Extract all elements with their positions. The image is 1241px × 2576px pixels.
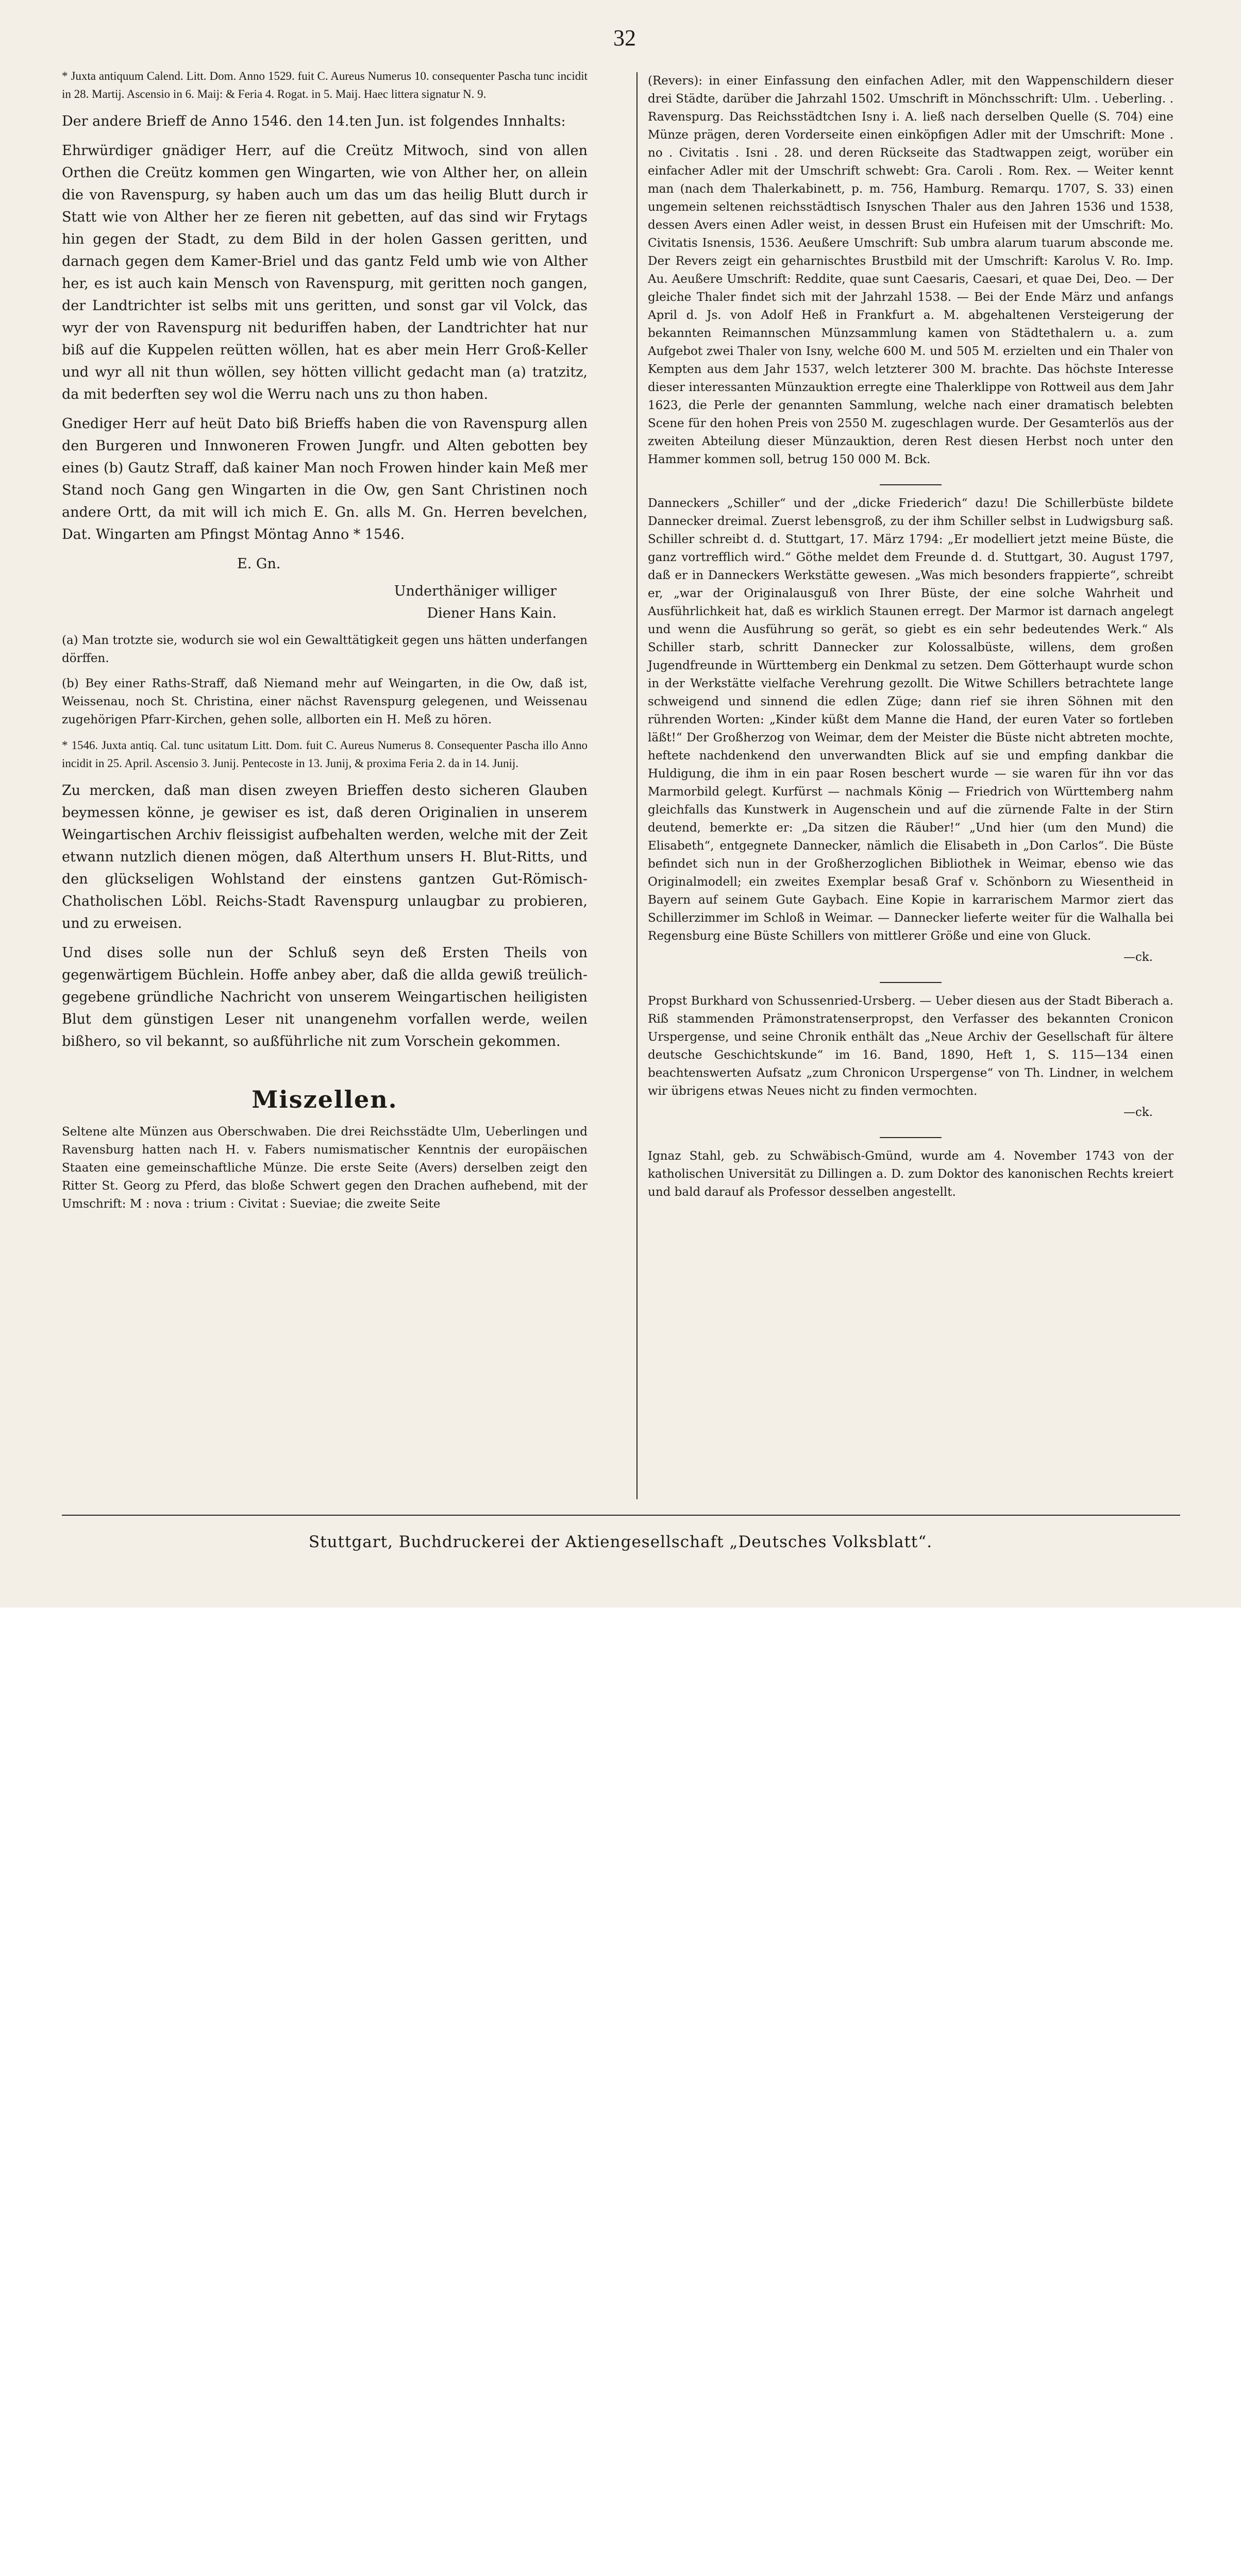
footnote-a: (a) Man trotzte sie, wodurch sie wol ein Gewalttätigkeit gegen uns hätten underfangen dörffen. [62, 634, 588, 665]
footnote-latin-2: * 1546. Juxta antiq. Cal. tunc usitatum Litt. Dom. fuit C. Aureus Numerus 8. Consequenter Pascha illo Anno incidit in 25. April. Ascensio 3. Junij. Pentecoste in 13. Junij, & proxima Feria 2. da in 14. Junij. [62, 739, 588, 770]
footer-rule [62, 1515, 1180, 1516]
footnote-b: (b) Bey einer Raths-Straff, daß Niemand mehr auf Weingarten, in die Ow, daß ist, Weissenau, noch St. Christina, einer nächst Ravenspurg gelegenen, und Weissenau zugehörigen Pfarr-Kirchen, gehen solle, allborten ein H. Meß zu hören. [62, 677, 588, 726]
paragraph: Der andere Brieff de Anno 1546. den 14.ten Jun. ist folgendes Innhalts: [62, 113, 566, 129]
paragraph: Zu mercken, daß man disen zweyen Brieffen desto sicheren Glauben beymessen könne, je gewiser es ist, daß deren Originalien in unserem Weingartischen Archiv fleissigist aufbehalten werden, welche mit der Zeit etwann nutzlich dienen mögen, daß Alterthum unsers H. Blut-Ritts, und den glückseligen Wohlstand der einstens gantzen Gut-Römisch-Chatholischen Löbl. Reichs-Stadt Ravenspurg unlaugbar zu probieren, und zu erweisen. [62, 783, 588, 931]
page-number: 32 [613, 25, 636, 50]
article-separator [880, 1137, 942, 1138]
signature-line: Diener Hans Kain. [427, 605, 557, 621]
signature-line: Underthäniger williger [394, 583, 557, 599]
article-coins: Seltene alte Münzen aus Oberschwaben. Die drei Reichsstädte Ulm, Ueberlingen und Ravensburg hatten nach H. v. Fabers numismatischer Kenntnis der europäischen Staaten eine gemeinschaftliche Münze. Die erste Seite (Avers) derselben zeigt den Ritter St. Georg zu Pferd, das bloße Schwert gegen den Drachen aufhebend, mit der Umschrift: M : nova : trium : Civitat : Sueviae; die zweite Seite [62, 1125, 588, 1211]
library-footer [0, 1607, 1241, 1705]
article-stahl: Ignaz Stahl, geb. zu Schwäbisch-Gmünd, wurde am 4. November 1743 von der katholischen Universität zu Dillingen a. D. zum Doktor des kanonischen Rechts kreiert und bald darauf als Professor desselben angestellt. [648, 1149, 1173, 1199]
footnote-latin-1: * Juxta antiquum Calend. Litt. Dom. Anno 1529. fuit C. Aureus Numerus 10. consequenter Pascha tunc incidit in 28. Martij. Ascensio in 6. Maij: & Feria 4. Rogat. in 5. Maij. Haec littera signatur N. 9. [62, 70, 588, 100]
author-signature: —ck. [1123, 1106, 1153, 1119]
right-column [648, 72, 1173, 1209]
article-dannecker: Danneckers „Schiller“ und der „dicke Friederich“ dazu! Die Schillerbüste bildete Dannecker dreimal. Zuerst lebensgroß, zu der ihm Schiller selbst in Ludwigsburg saß. Schiller schreibt d. d. Stuttgart, 17. März 1794: „Er modelliert jetzt meine Büste, die ganz vortrefflich wird.“ Göthe meldet dem Freunde d. d. Stuttgart, 30. August 1797, daß er in Danneckers Werkstätte gewesen. „Was mich besonders frappierte“, schreibt er, „war der Originalausguß von Ihrer Büste, der eine solche Wahrheit und Ausführlichkeit hat, daß es wirklich Staunen erregt. Der Marmor ist darnach angelegt und wenn die Ausführung so gerät, so giebt es ein sehr bedeutendes Werk.“ Als Schiller starb, schritt Dannecker zur Kolossalbüste, willens, dem großen Jugendfreunde in Württemberg ein Denkmal zu setzen. Dem Götterhaupt wurde schon in der Werkstätte vielfache Verehrung gezollt. Die Witwe Schillers betrachtete lange schweigend und sinnend die edlen Züge; dann rief sie ihren Söhnen mit den rührenden Worten: „Kinder küßt dem Manne die Hand, der euren Vater so fortleben läßt!“ Der Großherzog von Weimar, dem der Meister die Büste nicht abtreten mochte, heftete nachdenkend den unverwandten Blick auf sie und empfing dankbar die Huldigung, die ihm in ein paar Rosen beschert wurde — sie waren für ihn vor das Marmorbild gelegt. Kurfürst — nachmals König — Friedrich von Württemberg nahm gleichfalls das Kunstwerk in Augenschein und auf die zürnende Falte in der Stirn deutend, bemerkte er: „Da sitzen die Räuber!“ „Und hier (um den Mund) die Elisabeth“, entgegnete Dannecker, nämlich die Elisabeth in „Don Carlos“. Die Büste befindet sich nun in der Großherzoglichen Bibliothek in Weimar, ebenso wie das Originalmodell; ein zweites Exemplar besaß Graf v. Schönborn zu Wiesentheid in Bayern auf seinem Gute Gaybach. Eine Kopie in karrarischem Marmor ziert das Schillerzimmer im Schloß in Weimar. — Dannecker lieferte weiter für die Walhalla bei Regensburg eine Büste Schillers von mittlerer Größe und eine von Gluck. [648, 497, 1173, 943]
column-divider [636, 72, 638, 1499]
paragraph: Und dises solle nun der Schluß seyn deß Ersten Theils von gegenwärtigem Büchlein. Hoffe anbey aber, daß die allda gewiß treülich-gegebene gründliche Nachricht von unserem Weingartischen heiligisten Blut dem günstigen Leser nit unangenehm vorfallen werde, weilen bißhero, so vil bekannt, so außführliche nit zum Vorschein gekommen. [62, 945, 588, 1049]
left-column [62, 67, 588, 1221]
letter-body: Ehrwürdiger gnädiger Herr, auf die Creütz Mitwoch, sind von allen Orthen die Creütz kommen gen Wingarten, wie von Alther her, on allein die von Ravenspurg, sy haben auch um das um das heilig Blutt durch ir Statt wie von Alther her ze fieren nit gebetten, auf das sind wir Frytags hin gegen der Stadt, zu dem Bild in der holen Gassen geritten, und darnach gegen dem Kamer-Briel und das gantz Feld umb wie von Alther her, es ist auch kain Mensch von Ravenspurg, mit geritten noch gangen, der Landtrichter ist selbs mit uns geritten, und sonst gar vil Volck, das wyr der von Ravenspurg nit beduriffen haben, der Landtrichter hat nur biß auf die Kuppelen reütten wöllen, hat es aber mein Herr Groß-Keller und wyr all nit thun wöllen, sey hötten villicht gedacht man (a) tratzitz, da mit bederften sey wol die Werru nach uns zu thon haben. [62, 143, 588, 402]
letter-body: Gnediger Herr auf heüt Dato biß Brieffs haben die von Ravenspurg allen den Burgeren und Innwoneren Frowen Jungfr. und Alten gebotten bey eines (b) Gautz Straff, daß kainer Man noch Frowen hinder kain Meß mer Stand noch Gang gen Wingarten in die Ow, gen Sant Christinen noch andere Ortt, da mit will ich mich E. Gn. alls M. Gn. Herren bevelchen, Dat. Wingarten am Pfingst Möntag Anno * 1546. [62, 416, 588, 543]
article-coins-continued: (Revers): in einer Einfassung den einfachen Adler, mit den Wappenschildern dieser drei Städte, darüber die Jahrzahl 1502. Umschrift in Mönchsschrift: Ulm. . Ueberling. . Ravenspurg. Das Reichsstädtchen Isny i. A. ließ nach derselben Quelle (S. 704) eine Münze prägen, deren Vorderseite einen einköpfigen Adler mit der Umschrift: Mone . no . Civitatis . Isni . 28. und deren Rückseite das Stadtwappen zeigt, worüber ein einfacher Adler mit der Umschrift schwebt: Gra. Caroli . Rom. Rex. — Weiter kennt man (nach dem Thalerkabinett, p. m. 756, Hamburg. Remarqu. 1707, S. 33) einen ungemein seltenen reichsstädtisch Isnyschen Thaler aus den Jahren 1536 und 1538, dessen Avers einen Adler weist, in dessen Brust ein Hufeisen mit der Umschrift: Mo. Civitatis Isnensis, 1536. Aeußere Umschrift: Sub umbra alarum tuarum absconde me. Der Revers zeigt ein geharnischtes Brustbild mit der Umschrift: Karolus V. Ro. Imp. Au. Aeußere Umschrift: Reddite, quae sunt Caesaris, Caesari, et quae Dei, Deo. — Der gleiche Thaler findet sich mit der Jahrzahl 1538. — Bei der Ende März und anfangs April d. Js. von Adolf Heß in Frankfurt a. M. abgehaltenen Versteigerung der bekannten Reimannschen Münzsammlung kamen von Städtethalern u. a. zum Aufgebot zwei Thaler von Isny, welche 600 M. und 505 M. erzielten und ein Thaler von Kempten aus dem Jahr 1537, welch letzterer 300 M. brachte. Das höchste Interesse dieser interessanten Münzauktion erregte eine Thalerklippe von Rottweil aus dem Jahr 1623, die Perle der genannten Sammlung, welche nach einer dramatisch belebten Scene für den hohen Preis von 2550 M. zugeschlagen wurde. Der Gesamterlös aus der zweiten Abteilung dieser Münzauktion, deren Rest diesen Herbst noch unter den Hammer kommen soll, betrug 150 000 M. Bck. [648, 74, 1173, 466]
article-separator [880, 484, 942, 485]
section-heading: Miszellen. [251, 1086, 398, 1113]
printer-imprint: Stuttgart, Buchdruckerei der Aktiengesellschaft „Deutsches Volksblatt“. [308, 1533, 933, 1551]
author-signature: —ck. [1123, 951, 1153, 964]
article-separator [880, 982, 942, 983]
letter-salutation: E. Gn. [237, 556, 281, 572]
article-burkhard: Propst Burkhard von Schussenried-Ursberg. — Ueber diesen aus der Stadt Biberach a. Riß stammenden Prämonstratenserpropst, den Verfasser des bekannten Cronicon Urspergense, und seine Chronik enthält das „Neue Archiv der Gesellschaft für ältere deutsche Geschichtskunde“ im 16. Band, 1890, Heft 1, S. 115—134 einen beachtenswerten Aufsatz „zum Chronicon Urspergense“ von Th. Lindner, in welchem wir übrigens etwas Neues nicht zu finden vermochten. [648, 994, 1173, 1098]
